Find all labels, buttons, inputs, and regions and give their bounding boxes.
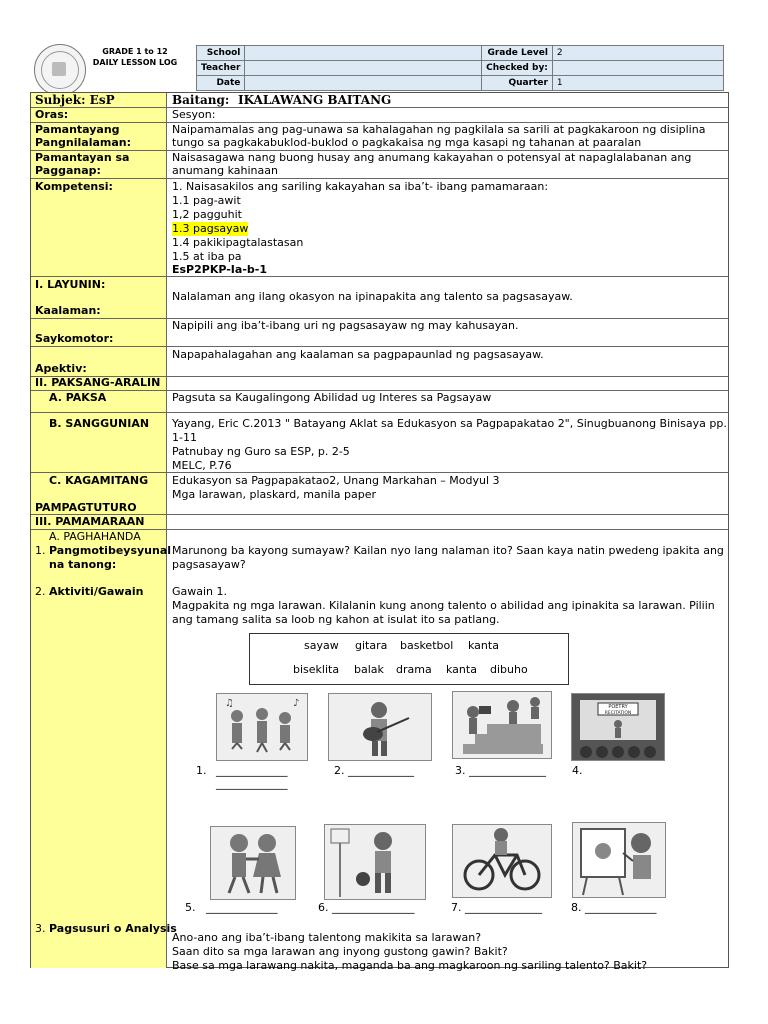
apektiv-text: Napapahalagahan ang kaalaman sa pagpapaunlad ng pagsasayaw. [172, 348, 544, 361]
sanggunian-line: 1-11 [172, 431, 197, 444]
dancing-children-image [216, 693, 308, 761]
subject-row [31, 93, 728, 108]
gawain-title: Gawain 1. [172, 585, 228, 598]
kagamitang-line: Edukasyon sa Pagpapakatao2, Unang Markahan – Modyul 3 [172, 474, 500, 487]
kagamitang-line: Mga larawan, plaskard, manila paper [172, 488, 376, 501]
gawain-instruction-2: ang tamang salita sa loob ng kahon at isulat ito sa patlang. [172, 613, 500, 626]
analysis-number: 3. [35, 922, 46, 935]
answer-blank[interactable]: 7. ______________ [451, 901, 542, 914]
pamamaraan-label: III. PAMAMARAAN [35, 515, 145, 528]
word-choice: sayaw [304, 639, 339, 652]
word-choice: kanta [446, 663, 477, 676]
svg-text:♪: ♪ [293, 698, 300, 709]
word-choice: basketbol [400, 639, 454, 652]
kagamitang-label: C. KAGAMITANG [49, 474, 149, 487]
date-field[interactable] [245, 76, 482, 91]
kaalaman-row [31, 277, 728, 319]
grade-level-field[interactable]: 2 [552, 46, 723, 61]
aktiviti-label: Aktiviti/Gawain [49, 585, 144, 598]
oras-row [31, 108, 728, 123]
header-row-teacher [197, 61, 724, 76]
kompetensi-item: 1. Naisasakilos ang sariling kakayahan sa iba’t- ibang pamamaraan: [172, 180, 549, 193]
dancing-couple-image [210, 826, 296, 900]
answer-blank[interactable]: 2. ____________ [334, 764, 414, 777]
pampagtuturo-label: PAMPAGTUTURO [35, 501, 137, 514]
kompetensi-label: Kompetensi: [35, 180, 113, 193]
word-choice: balak [354, 663, 384, 676]
poetry-recitation-stage-image [571, 693, 665, 761]
baitang-label: Baitang: [172, 93, 230, 107]
sanggunian-line: Patnubay ng Guro sa ESP, p. 2-5 [172, 445, 350, 458]
answer-blank[interactable]: 8. _____________ [571, 901, 657, 914]
gawain-instruction-1: Magpakita ng mga larawan. Kilalanin kung anong talento o abilidad ang ipinakita sa larawan. Piliin [172, 599, 715, 612]
baitang-value: IKALAWANG BAITANG [238, 93, 392, 107]
apektiv-row [31, 347, 728, 377]
pagganap-label-1: Pamantayan sa [35, 151, 130, 164]
motib-label-2: na tanong: [49, 558, 117, 571]
bicycle-image [452, 824, 552, 898]
analysis-label: Pagsusuri o Analysis [49, 922, 177, 935]
pamantayang-text-1: Naipamamalas ang pag-unawa sa kahalagahan ng pagkilala sa sarili at pagkakaroon ng disiplina [172, 123, 706, 136]
blank-number: 1. [196, 764, 207, 777]
analysis-question: Saan dito sa mga larawan ang inyong gustong gawin? Bakit? [172, 945, 508, 958]
sanggunian-line: MELC, P.76 [172, 459, 232, 472]
grade-span: GRADE 1 to 12 [102, 47, 168, 56]
word-choice: dibuho [490, 663, 528, 676]
boy-basketball-image [324, 824, 426, 900]
word-choice: gitara [355, 639, 388, 652]
poster-text: RECITATION [604, 711, 632, 716]
teacher-label: Teacher [197, 61, 245, 76]
apektiv-label: Apektiv: [35, 362, 87, 375]
kompetensi-item: 1.4 pakikipagtalastasan [172, 236, 304, 249]
pagganap-text-2: anumang kahinaan [172, 164, 278, 177]
subject-label: Subjek: EsP [35, 93, 115, 107]
school-label: School [197, 46, 245, 61]
pagganap-row [31, 151, 728, 179]
kompetensi-item: 1.5 at iba pa [172, 250, 242, 263]
word-choice: kanta [468, 639, 499, 652]
analysis-question: Ano-ano ang iba’t-ibang talentong makikita sa larawan? [172, 931, 482, 944]
word-choice: biseklita [293, 663, 340, 676]
pamantayang-text-2: tungo sa pagkakabuklod-buklod o pagkakaisa ng mga kasapi ng tahanan at paaralan [172, 136, 642, 149]
saykomotor-text: Napipili ang iba’t-ibang uri ng pagsasayaw ng may kahusayan. [172, 319, 519, 332]
pagganap-label-2: Pagganap: [35, 164, 101, 177]
date-label: Date [197, 76, 245, 91]
kompetensi-row [31, 179, 728, 277]
pamantayang-label-2: Pangnilalaman: [35, 136, 131, 149]
answer-blank[interactable]: _____________ [216, 777, 288, 790]
analysis-question: Base sa mga larawang nakita, maganda ba ang magkaroon ng sariling talento? Bakit? [172, 959, 648, 972]
sesyon-label: Sesyon: [172, 108, 216, 121]
saykomotor-label: Saykomotor: [35, 332, 114, 345]
paksang-aralin-row [31, 377, 728, 391]
sanggunian-row [31, 413, 728, 473]
kompetensi-item: 1,2 pagguhit [172, 208, 242, 221]
paksang-aralin-label: II. PAKSANG-ARALIN [35, 376, 161, 389]
saykomotor-row [31, 319, 728, 347]
pagganap-text-1: Naisasagawa nang buong husay ang anumang kakayahan o potensyal at napaglalabanan ang [172, 151, 692, 164]
poster-text: POETRY [608, 704, 628, 710]
motib-question-1: Marunong ba kayong sumayaw? Kailan nyo lang nalaman ito? Saan kaya natin pwedeng ipakita ang [172, 544, 724, 557]
kompetensi-item-highlighted: 1.3 pagsayaw [172, 222, 249, 235]
motib-question-2: pagsasayaw? [172, 558, 246, 571]
kompetensi-item: 1.1 pag-awit [172, 194, 241, 207]
school-field[interactable] [245, 46, 482, 61]
paksa-text: Pagsuta sa Kaugalingong Abilidad ug Interes sa Pagsayaw [172, 391, 492, 404]
header-row-date [197, 76, 724, 91]
kagamitang-row [31, 473, 728, 515]
kids-stage-performance-image [452, 691, 552, 759]
kaalaman-label: Kaalaman: [35, 304, 101, 317]
word-choice-box [249, 633, 569, 685]
answer-blank[interactable]: 3. ______________ [455, 764, 546, 777]
layunin-label: I. LAYUNIN: [35, 278, 106, 291]
quarter-field[interactable]: 1 [552, 76, 723, 91]
svg-text:♫: ♫ [225, 698, 234, 709]
paksa-row [31, 391, 728, 413]
aktiviti-number: 2. [35, 585, 46, 598]
quarter-label: Quarter [482, 76, 553, 91]
header-info-table [196, 45, 724, 91]
blank-number: 4. [572, 764, 583, 777]
checked-by-field[interactable] [552, 61, 723, 76]
header-row-school [197, 46, 724, 61]
answer-blank[interactable]: 6. _______________ [318, 901, 415, 914]
checked-by-label: Checked by: [482, 61, 553, 76]
kaalaman-text: Nalalaman ang ilang okasyon na ipinapakita ang talento sa pagsasayaw. [172, 290, 573, 303]
sanggunian-line: Yayang, Eric C.2013 " Batayang Aklat sa Edukasyon sa Pagpapakatao 2", Sinugbuanong Binisaya pp. [172, 417, 727, 430]
pamantayang-label-1: Pamantayang [35, 123, 120, 136]
teacher-field[interactable] [245, 61, 482, 76]
pamamaraan-row [31, 515, 728, 530]
deped-seal-logo [34, 44, 86, 96]
grade-level-label: Grade Level [482, 46, 553, 61]
answer-blank[interactable]: _____________ [206, 901, 278, 914]
blank-number: 5. [185, 901, 196, 914]
kompetensi-code: EsP2PKP-Ia-b-1 [172, 263, 267, 276]
oras-label: Oras: [35, 108, 69, 121]
boy-painting-image [572, 822, 666, 898]
motib-label-1: Pangmotibeysyunal [49, 544, 172, 557]
pamantayang-row [31, 123, 728, 151]
paksa-label: A. PAKSA [49, 391, 107, 404]
motib-number: 1. [35, 544, 46, 557]
paghahanda-label: A. PAGHAHANDA [49, 530, 141, 543]
sanggunian-label: B. SANGGUNIAN [49, 417, 150, 430]
boy-guitar-image [328, 693, 432, 761]
log-title: DAILY LESSON LOG [92, 58, 178, 67]
word-choice: drama [396, 663, 432, 676]
answer-blank[interactable]: _____________ [216, 764, 288, 777]
